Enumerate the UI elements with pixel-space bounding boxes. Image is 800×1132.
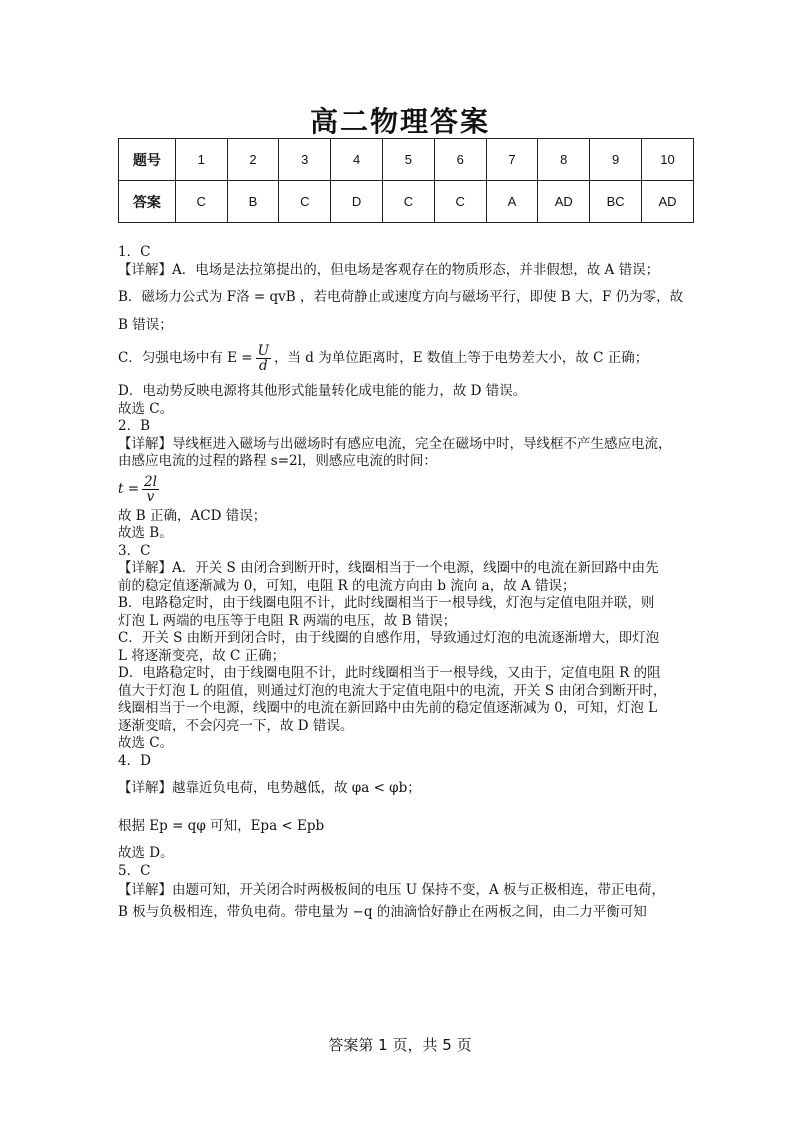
solution-line: 【详解】越靠近负电荷，电势越低，故 φa < φb； [118, 780, 421, 796]
solution-line: D．电路稳定时，由于线圈电阻不计，此时线圈相当于一根导线，又由于，定值电阻 R 的阻 [118, 665, 661, 681]
table-cell: C [279, 181, 331, 223]
solution-line: 前的稳定值逐渐减为 0，可知，电阻 R 的电流方向由 b 流向 a，故 A 错误； [118, 577, 576, 594]
solution-line: C．开关 S 由断开到闭合时，由于线圈的自感作用，导致通过灯泡的电流逐渐增大，即灯泡 [118, 630, 660, 646]
table-cell: 9 [590, 139, 642, 181]
solution-line: B．电路稳定时，由于线圈电阻不计，此时线圈相当于一根导线，灯泡与定值电阻并联，则 [118, 595, 655, 611]
solution-line: 【详解】由题可知，开关闭合时两极板间的电压 U 保持不变，A 板与正极相连，带正电荷， [118, 882, 665, 898]
page-title: 高二物理答案 [309, 105, 490, 138]
table-cell: AD [538, 181, 590, 223]
solution-line: 由感应电流的过程的路程 s=2l，则感应电流的时间： [118, 453, 437, 469]
solution-line: B 板与负极相连，带负电荷。带电量为 −q 的油滴恰好静止在两板之间，由二力平衡可知 [118, 903, 647, 920]
text-segment: ，当 d 为单位距离时，E 数值上等于电势差大小，故 C 正确； [273, 350, 649, 366]
solution-line: L 将逐渐变亮，故 C 正确； [118, 647, 286, 664]
fraction [256, 344, 271, 373]
table-cell: 2 [227, 139, 279, 181]
table-cell: BC [590, 181, 642, 223]
solution-line: D．电动势反映电源将其他形式能量转化成电能的能力，故 D 错误。 [118, 383, 527, 399]
fraction [142, 475, 159, 504]
row-label-answer: 答案 [119, 181, 176, 223]
table-cell: 4 [331, 139, 383, 181]
solution-line: 根据 Ep = qφ 可知，Epa < Epb [118, 817, 325, 834]
solutions-body [118, 244, 688, 921]
fraction-denominator: d [258, 358, 268, 374]
table-cell: 3 [279, 139, 331, 181]
conclusion: 故选 D。 [118, 845, 174, 861]
table-cell: C [175, 181, 227, 223]
solution-line: B 错误； [118, 316, 173, 333]
formula-line [118, 475, 688, 504]
table-cell: 7 [486, 139, 538, 181]
table-cell: C [434, 181, 486, 223]
solution-line: 【详解】A．电场是法拉第提出的，但电场是客观存在的物质形态，并非假想，故 A 错误； [118, 261, 660, 278]
row-label-number: 题号 [119, 139, 176, 181]
table-row-answers [119, 181, 694, 223]
table-row-numbers [119, 139, 694, 181]
fraction-denominator: v [146, 488, 155, 505]
question-heading: 2．B [118, 418, 151, 434]
table-cell: C [382, 181, 434, 223]
page-footer: 答案第 1 页，共 5 页 [328, 1036, 472, 1054]
solution-line-with-fraction [118, 344, 688, 373]
solution-line: 值大于灯泡 L 的阻值，则通过灯泡的电流大于定值电阻中的电流，开关 S 由闭合到断开时， [118, 682, 667, 699]
conclusion: 故选 B。 [118, 525, 173, 541]
solution-line: 【详解】A．开关 S 由闭合到断开时，线圈相当于一个电源，线圈中的电流在新回路中由先 [118, 560, 659, 576]
fraction-numerator: 2l [144, 473, 157, 490]
question-heading: 4．D [118, 752, 151, 769]
formula-lhs: t = [118, 480, 140, 497]
table-cell: AD [642, 181, 694, 223]
solution-line: 【详解】导线框进入磁场与出磁场时有感应电流，完全在磁场中时，导线框不产生感应电流， [118, 435, 672, 452]
table-cell: 6 [434, 139, 486, 181]
solution-line: 线圈相当于一个电源，线圈中的电流在新回路中由先前的稳定值逐渐减为 0，可知，灯泡 L [118, 700, 658, 716]
solution-line: 灯泡 L 两端的电压等于电阻 R 两端的电压，故 B 错误； [118, 612, 457, 629]
question-heading: 3．C [118, 542, 151, 559]
table-cell: A [486, 181, 538, 223]
table-cell: B [227, 181, 279, 223]
table-cell: D [331, 181, 383, 223]
conclusion: 故选 C。 [118, 400, 174, 417]
table-cell: 10 [642, 139, 694, 181]
table-cell: 5 [382, 139, 434, 181]
table-cell: 1 [175, 139, 227, 181]
question-heading: 1．C [118, 244, 151, 260]
text-segment: C．匀强电场中有 E = [118, 350, 253, 366]
conclusion: 故选 C。 [118, 735, 174, 751]
question-heading: 5．C [118, 862, 151, 879]
answer-table [118, 138, 694, 223]
solution-line: B．磁场力公式为 F洛 = qvB ，若电荷静止或速度方向与磁场平行，即使 B 大，F 仍为零，故 [118, 289, 684, 305]
table-cell: 8 [538, 139, 590, 181]
solution-line: 逐渐变暗，不会闪亮一下，故 D 错误。 [118, 717, 354, 734]
solution-line: 故 B 正确，ACD 错误； [118, 507, 267, 524]
fraction-numerator: U [257, 343, 269, 359]
